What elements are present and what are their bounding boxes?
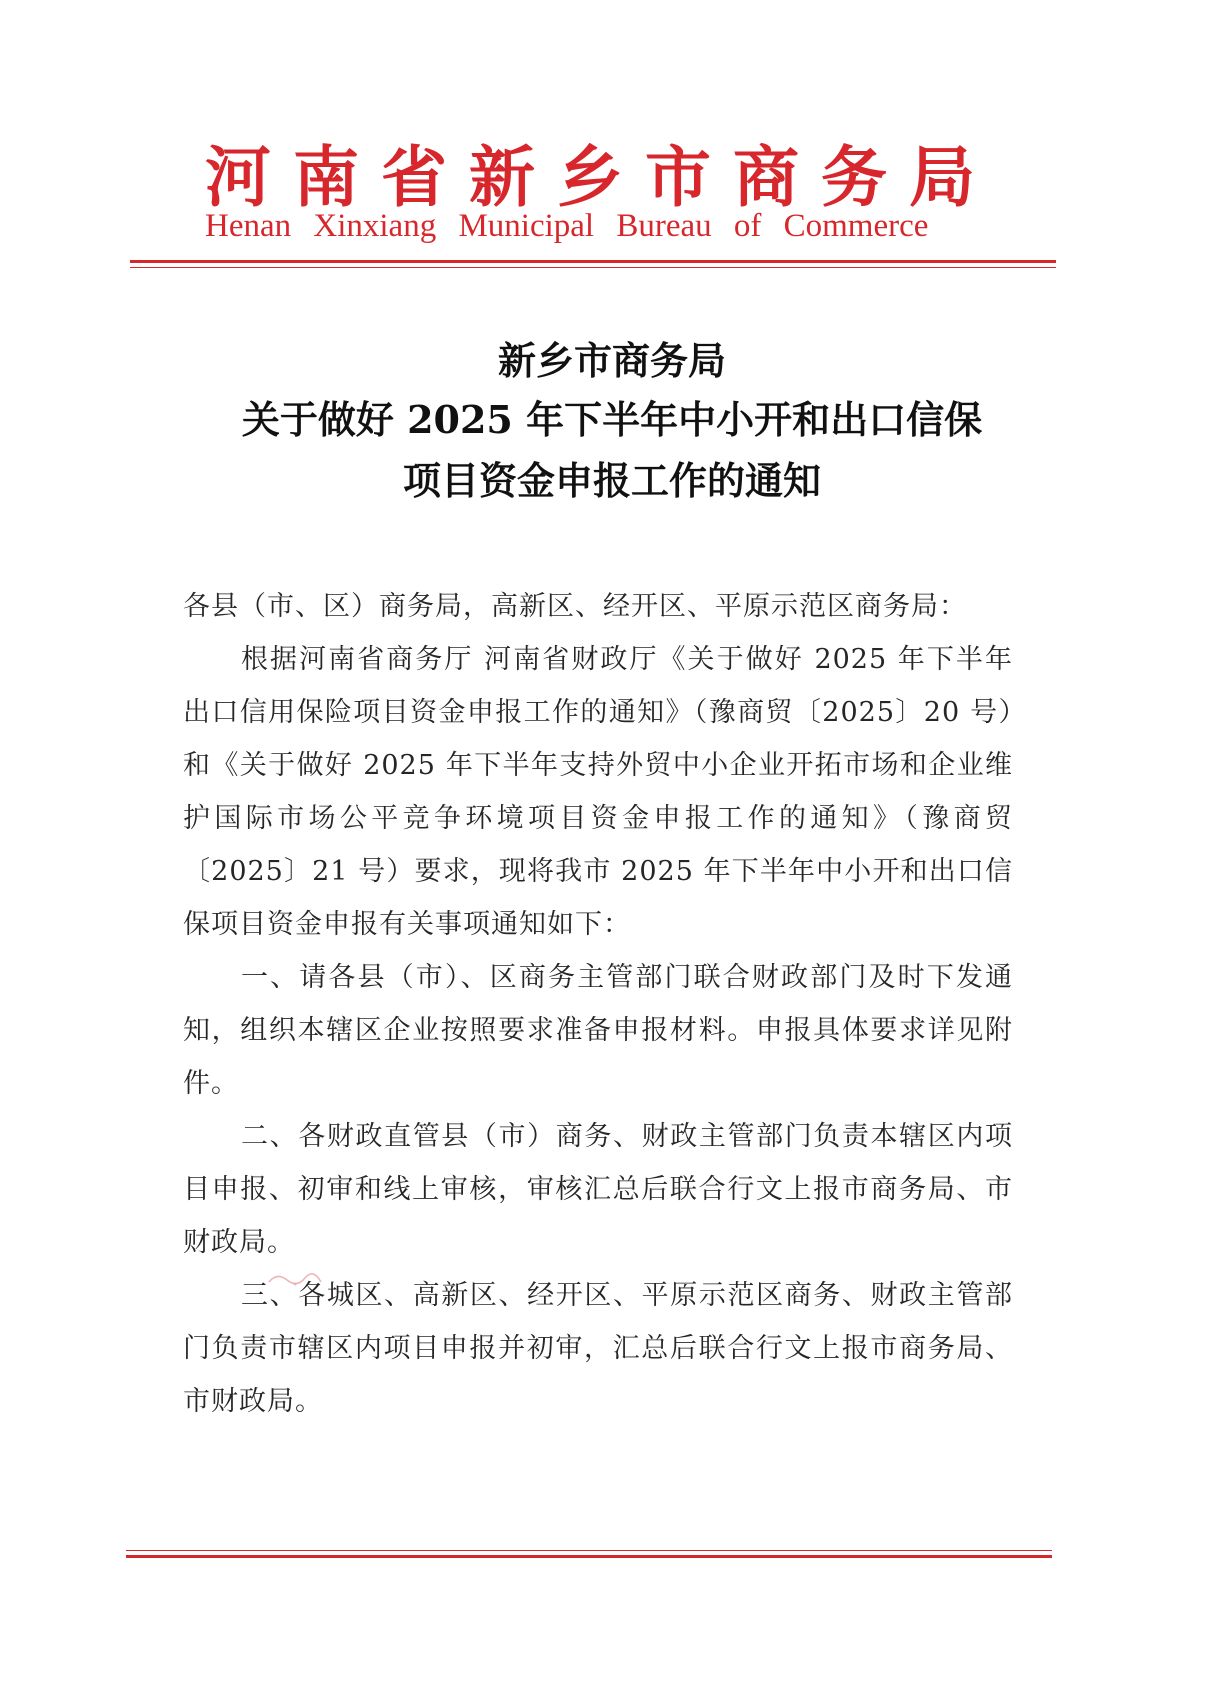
intro-paragraph: 根据河南省商务厅 河南省财政厅《关于做好 2025 年下半年出口信用保险项目资金申报工作的通知》（豫商贸〔2025〕20 号）和《关于做好 2025 年下半年支持外贸中小企业开拓市场和企业维护国际市场公平竞争环境项目资金申报工作的通知》（豫商贸〔2025〕21 号）要求，现将我市 2025 年下半年中小开和出口信保项目资金申报有关事项通知如下： [183, 644, 1013, 940]
document-title-line-2: 关于做好 2025 年下半年中小开和出口信保 [241, 397, 983, 442]
item-2-paragraph: 二、各财政直管县（市）商务、财政主管部门负责本辖区内项目申报、初审和线上审核，审核汇总后联合行文上报市商务局、市财政局。 [183, 1121, 1013, 1258]
document-title-line-1: 新乡市商务局 [497, 338, 726, 383]
document-body [183, 580, 1013, 1428]
top-rule-thin [130, 267, 1056, 268]
faint-stamp-mark [265, 1268, 325, 1292]
salutation: 各县（市、区）商务局，高新区、经开区、平原示范区商务局： [183, 591, 967, 622]
item-1-paragraph: 一、请各县（市）、区商务主管部门联合财政部门及时下发通知，组织本辖区企业按照要求准备申报材料。申报具体要求详见附件。 [183, 962, 1013, 1099]
footer-rule-thin [126, 1550, 1052, 1551]
letterhead-title-en: Henan Xinxiang Municipal Bureau of Commerce [205, 208, 929, 244]
letterhead-title-cn: 河南省新乡市商务局 [205, 139, 997, 216]
item-3-paragraph: 三、各城区、高新区、经开区、平原示范区商务、财政主管部门负责市辖区内项目申报并初审，汇总后联合行文上报市商务局、市财政局。 [183, 1280, 1013, 1417]
top-rule-thick [130, 260, 1056, 263]
document-title-line-3: 项目资金申报工作的通知 [402, 458, 821, 503]
footer-rule-thick [126, 1555, 1052, 1558]
